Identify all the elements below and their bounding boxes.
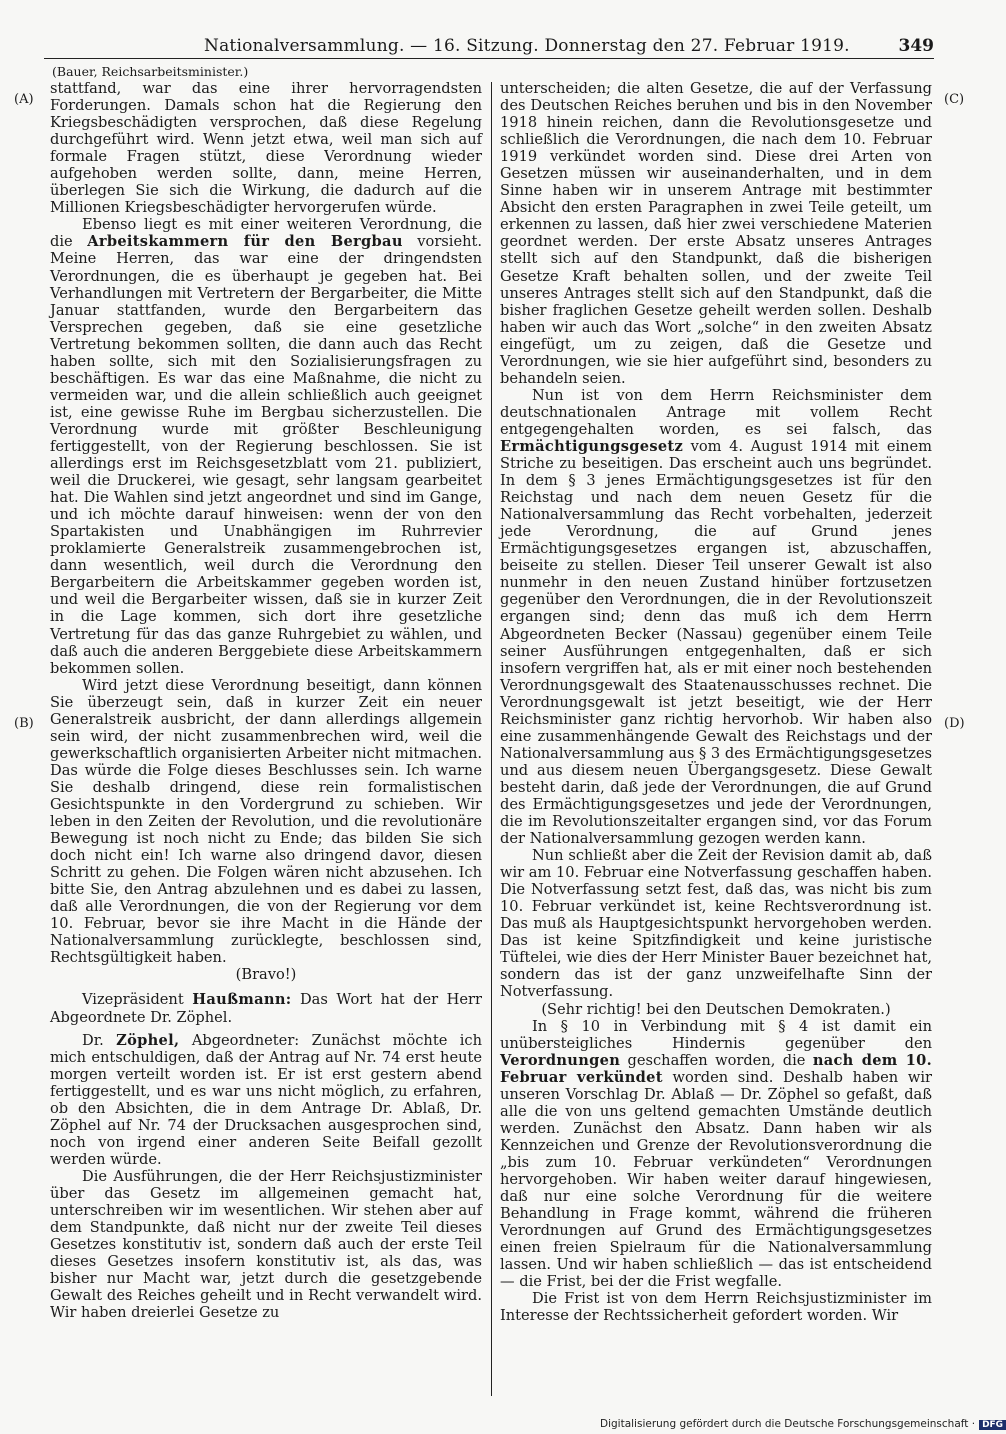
bold-term: nach dem 10. Februar verkündet <box>500 1051 932 1086</box>
paragraph: Die Frist ist von dem Herrn Reichsjustizminister im Interesse der Rechtssicherheit gefordert worden. Wir <box>500 1290 932 1325</box>
speaker-name: Haußmann: <box>192 991 292 1009</box>
text-run: In § 10 in Verbindung mit § 4 ist damit ein unübersteigliches Hindernis gegenüber den <box>500 1017 932 1052</box>
speaker-title: Dr. <box>82 1031 104 1049</box>
paragraph <box>50 1032 482 1168</box>
bold-term: Ermächtigungsgesetz <box>500 437 684 455</box>
paragraph: Wird jetzt diese Verordnung beseitigt, dann können Sie überzeugt sein, daß in kurzer Zeit ein neuer Generalstreik ausbricht, der dann allerdings allgemein sein wird, der nicht zusammenbrechen wird, weil die gewerkschaftlich organisierten Arbeiter nicht mitmachen. Das würde die Folge dieses Beschlusses sein. Ich warne Sie deshalb dringend, diese rein formalistischen Gesichtspunkte in den Vordergrund zu schieben. Wir leben in den Zeiten der Revolution, und die revolutionäre Bewegung ist noch nicht zu Ende; das bilden Sie sich doch nicht ein! Ich warne also dringend davor, diesen Schritt zu gehen. Die Folgen wären nicht abzusehen. Ich bitte Sie, den Antrag abzulehnen und es dabei zu lassen, daß alle Verordnungen, die von der Regierung vor dem 10. Februar, bevor sie ihre Macht in die Hände der Nationalversammlung zurücklegte, beschlossen sind, Rechtsgültigkeit haben. <box>50 676 482 967</box>
paragraph <box>500 387 932 847</box>
margin-marker-a: (A) <box>14 92 34 107</box>
text-run: Ebenso liegt es mit einer weiteren Verordnung, die die <box>50 216 482 251</box>
paragraph <box>50 216 482 676</box>
speaker-role: Vizepräsident <box>82 991 184 1009</box>
footer-text: Digitalisierung gefördert durch die Deutsche Forschungsgemeinschaft · <box>600 1418 976 1430</box>
applause-note: (Bravo!) <box>235 966 297 984</box>
running-header <box>44 34 934 59</box>
text-run: Abgeordneter: Zunächst möchte ich mich entschuldigen, daß der Antrag auf Nr. 74 erst heute morgen verteilt worden ist. Er ist erst gestern abend fertiggestellt, und es war uns nicht möglich, zu erfahren, ob den Absichten, die in dem Antrage Dr. Ablaß, Dr. Zöphel auf Nr. 74 der Drucksachen ausgesprochen sind, noch von irgend einer anderen Seite Beifall gezollt werden würde. <box>50 1031 482 1168</box>
left-column <box>50 80 482 1321</box>
paragraph: unterscheiden; die alten Gesetze, die auf der Verfassung des Deutschen Reiches beruhen und bis in den November 1918 hinein reichen, dann die Revolutionsgesetze und schließlich die Verordnungen, die nach dem 10. Februar 1919 verkündet worden sind. Diese drei Arten von Gesetzen müssen wir auseinanderhalten, und in dem Sinne haben wir in unserem Antrage mit bestimmter Absicht den ersten Paragraphen in zwei Teile geteilt, um erkennen zu lassen, daß hier zwei verschiedene Materien geordnet werden. Der erste Absatz unseres Antrages stellt sich auf den Standpunkt, daß die bisherigen Gesetze Kraft behalten sollen, und der zweite Teil unseres Antrages stellt sich auf den Standpunkt, daß die bisher fraglichen Gesetze geheilt werden sollen. Deshalb haben wir auch das Wort „solche“ in den zweiten Absatz eingefügt, um zu zeigen, daß die Gesetze und Verordnungen, wie sie hier aufgeführt sind, besonders zu behandeln seien. <box>500 80 932 387</box>
speaker-name: Zöphel, <box>116 1031 180 1049</box>
text-run: vorsieht. Meine Herren, das war eine der dringendsten Verordnungen, die es überhaupt je gegeben hat. Bei Verhandlungen mit Vertretern der Bergarbeiter, die Mitte Januar stattfanden, wurde den Bergarbeitern das Versprechen gegeben, daß sie eine gesetzliche Vertretung bekommen sollten, die dann auch das Recht haben sollte, sich mit den Sozialisierungsfragen zu beschäftigen. Es war das eine Maßnahme, die nicht zu vermeiden war, und die allein schließlich auch geeignet ist, eine gewisse Ruhe im Bergbau sicherzustellen. Die Verordnung wurde mit größter Beschleunigung fertiggestellt, von der Regierung beschlossen. Sie ist allerdings erst im Reichsgesetzblatt vom 21. publiziert, weil die Druckerei, wie gesagt, sehr langsam gearbeitet hat. Die Wahlen sind jetzt angeordnet und sind im Gange, und ich möchte darauf hinweisen: wenn der von den Spartakisten und Unabhängigen im Ruhrrevier proklamierte Generalstreik zusammengebrochen ist, dann wesentlich, weil durch die Verordnung den Bergarbeitern die Arbeitskammer gegeben worden ist, und weil die Bergarbeiter wissen, daß sie in kurzer Zeit in die Lage kommen, sich dort ihre gesetzliche Vertretung für das das ganze Ruhrgebiet zu wählen, und daß auch die anderen Berggebiete diese Arbeitskammern bekommen sollen. <box>50 233 482 677</box>
text-run: worden sind. Deshalb haben wir unseren Vorschlag Dr. Ablaß — Dr. Zöphel so gefaßt, daß alle die von uns geltend gemachten Umstände deutlich werden. Zunächst den Absatz. Dann haben wir als Kennzeichen und Grenze der Revolutionsverordnung die „bis zum 10. Februar verkündeten“ Verordnungen hervorgehoben. Wir haben weiter darauf hingewiesen, daß nur eine solche Verordnung für die weitere Behandlung in Frage kommt, während die früheren Verordnungen auf Grund des Ermächtigungsgesetzes einen freien Spielraum für die Nationalversammlung lassen. Und wir haben schließlich — das ist entscheidend — die Frist, bei der die Frist wegfalle. <box>500 1068 932 1291</box>
bold-term: Verordnungen <box>500 1051 621 1069</box>
column-divider <box>491 82 492 1396</box>
paragraph <box>50 991 482 1025</box>
margin-marker-c: (C) <box>944 92 965 107</box>
paragraph: stattfand, war das eine ihrer hervorragendsten Forderungen. Damals schon hat die Regierung den Kriegsbeschädigten versprochen, daß diese Regelung durchgeführt wird. Wenn jetzt etwa, weil man sich auf formale Fragen stützt, diese Verordnung wieder aufgehoben werden sollte, dann, meine Herren, überlegen Sie sich die Wirkung, die dadurch auf die Millionen Kriegsbeschädigter hervorgerufen würde. <box>50 80 482 217</box>
paragraph: Nun schließt aber die Zeit der Revision damit ab, daß wir am 10. Februar eine Notverfassung geschaffen haben. Die Notverfassung setzt fest, daß das, was nicht bis zum 10. Februar verkündet ist, keine Rechtsverordnung ist. Das muß als Hauptgesichtspunkt hervorgehoben werden. Das ist keine Spitzfindigkeit und keine juristische Tüftelei, wie dies der Herr Minister Bauer bezeichnet hat, sondern das ist der ganz unzweifelhafte Sinn der Notverfassung. <box>500 847 932 1001</box>
interjection: (Sehr richtig! bei den Deutschen Demokraten.) <box>541 1000 891 1018</box>
header-title: Nationalversammlung. — 16. Sitzung. Donnerstag den 27. Februar 1919. <box>204 36 850 56</box>
text-run: vom 4. August 1914 mit einem Striche zu beseitigen. Das erscheint auch uns begründet. In dem § 3 jenes Ermächtigungsgesetzes ist für den Reichstag und nach dem neuen Gesetz für die Nationalversammlung das Recht vorbehalten, jederzeit jede Verordnung, die auf Grund jenes Ermächtigungsgesetzes ergangen ist, abzuschaffen, beiseite zu stellen. Dieser Teil unserer Gewalt ist also nunmehr in den neuen Zustand hinüber fortzusetzen gegenüber den Verordnungen, die in der Revolutionszeit ergangen sind; denn das muß ich dem Herrn Abgeordneten Becker (Nassau) gegenüber einem Teile seiner Ausführungen entgegenhalten, daß er sich insofern vergriffen hat, als er mit einer noch bestehenden Verordnungsgewalt des Staatenausschusses rechnet. Die Verordnungsgewalt ist jetzt beseitigt, wie der Herr Reichsminister ganz richtig hervorhob. Wir haben also eine zusammenhängende Gewalt des Reichstags und der Nationalversammlung aus § 3 des Ermächtigungsgesetzes und aus diesem neuen Übergangsgesetz. Diese Gewalt besteht darin, daß jede der Verordnungen, die auf Grund des Ermächtigungsgesetzes und jede der Verordnungen, die im Revolutionszeitalter ergangen sind, vor das Forum der Nationalversammlung gezogen werden kann. <box>500 437 932 848</box>
paragraph <box>500 1018 932 1291</box>
bold-term: Arbeitskammern für den Bergbau <box>87 233 403 251</box>
page-number: 349 <box>898 36 934 56</box>
margin-marker-d: (D) <box>944 716 965 731</box>
text-run: Das Wort hat der Herr Abgeordnete Dr. Zöphel. <box>50 991 482 1026</box>
paragraph: Die Ausführungen, die der Herr Reichsjustizminister über das Gesetz im allgemeinen gemacht hat, unterschreiben wir im wesentlichen. Wir stehen aber auf dem Standpunkte, daß nicht nur der zweite Teil dieses Gesetzes konstitutiv ist, sondern daß auch der erste Teil dieses Gesetzes insofern konstitutiv ist, als das, was bisher nur Macht war, jetzt durch die gesetzgebende Gewalt des Reiches geheilt und in Recht verwandelt wird. Wir haben dreierlei Gesetze zu <box>50 1167 482 1322</box>
margin-marker-b: (B) <box>14 716 34 731</box>
dfg-logo: DFG <box>979 1420 1006 1430</box>
speaker-note: (Bauer, Reichsarbeitsminister.) <box>52 64 249 79</box>
text-run: geschaffen worden, die <box>627 1051 806 1069</box>
text-run: Nun ist von dem Herrn Reichsminister dem deutschnationalen Antrage mit vollem Recht entgegengehalten worden, es sei falsch, das <box>500 386 932 438</box>
digitization-footer <box>600 1418 1006 1430</box>
right-column <box>500 80 932 1324</box>
